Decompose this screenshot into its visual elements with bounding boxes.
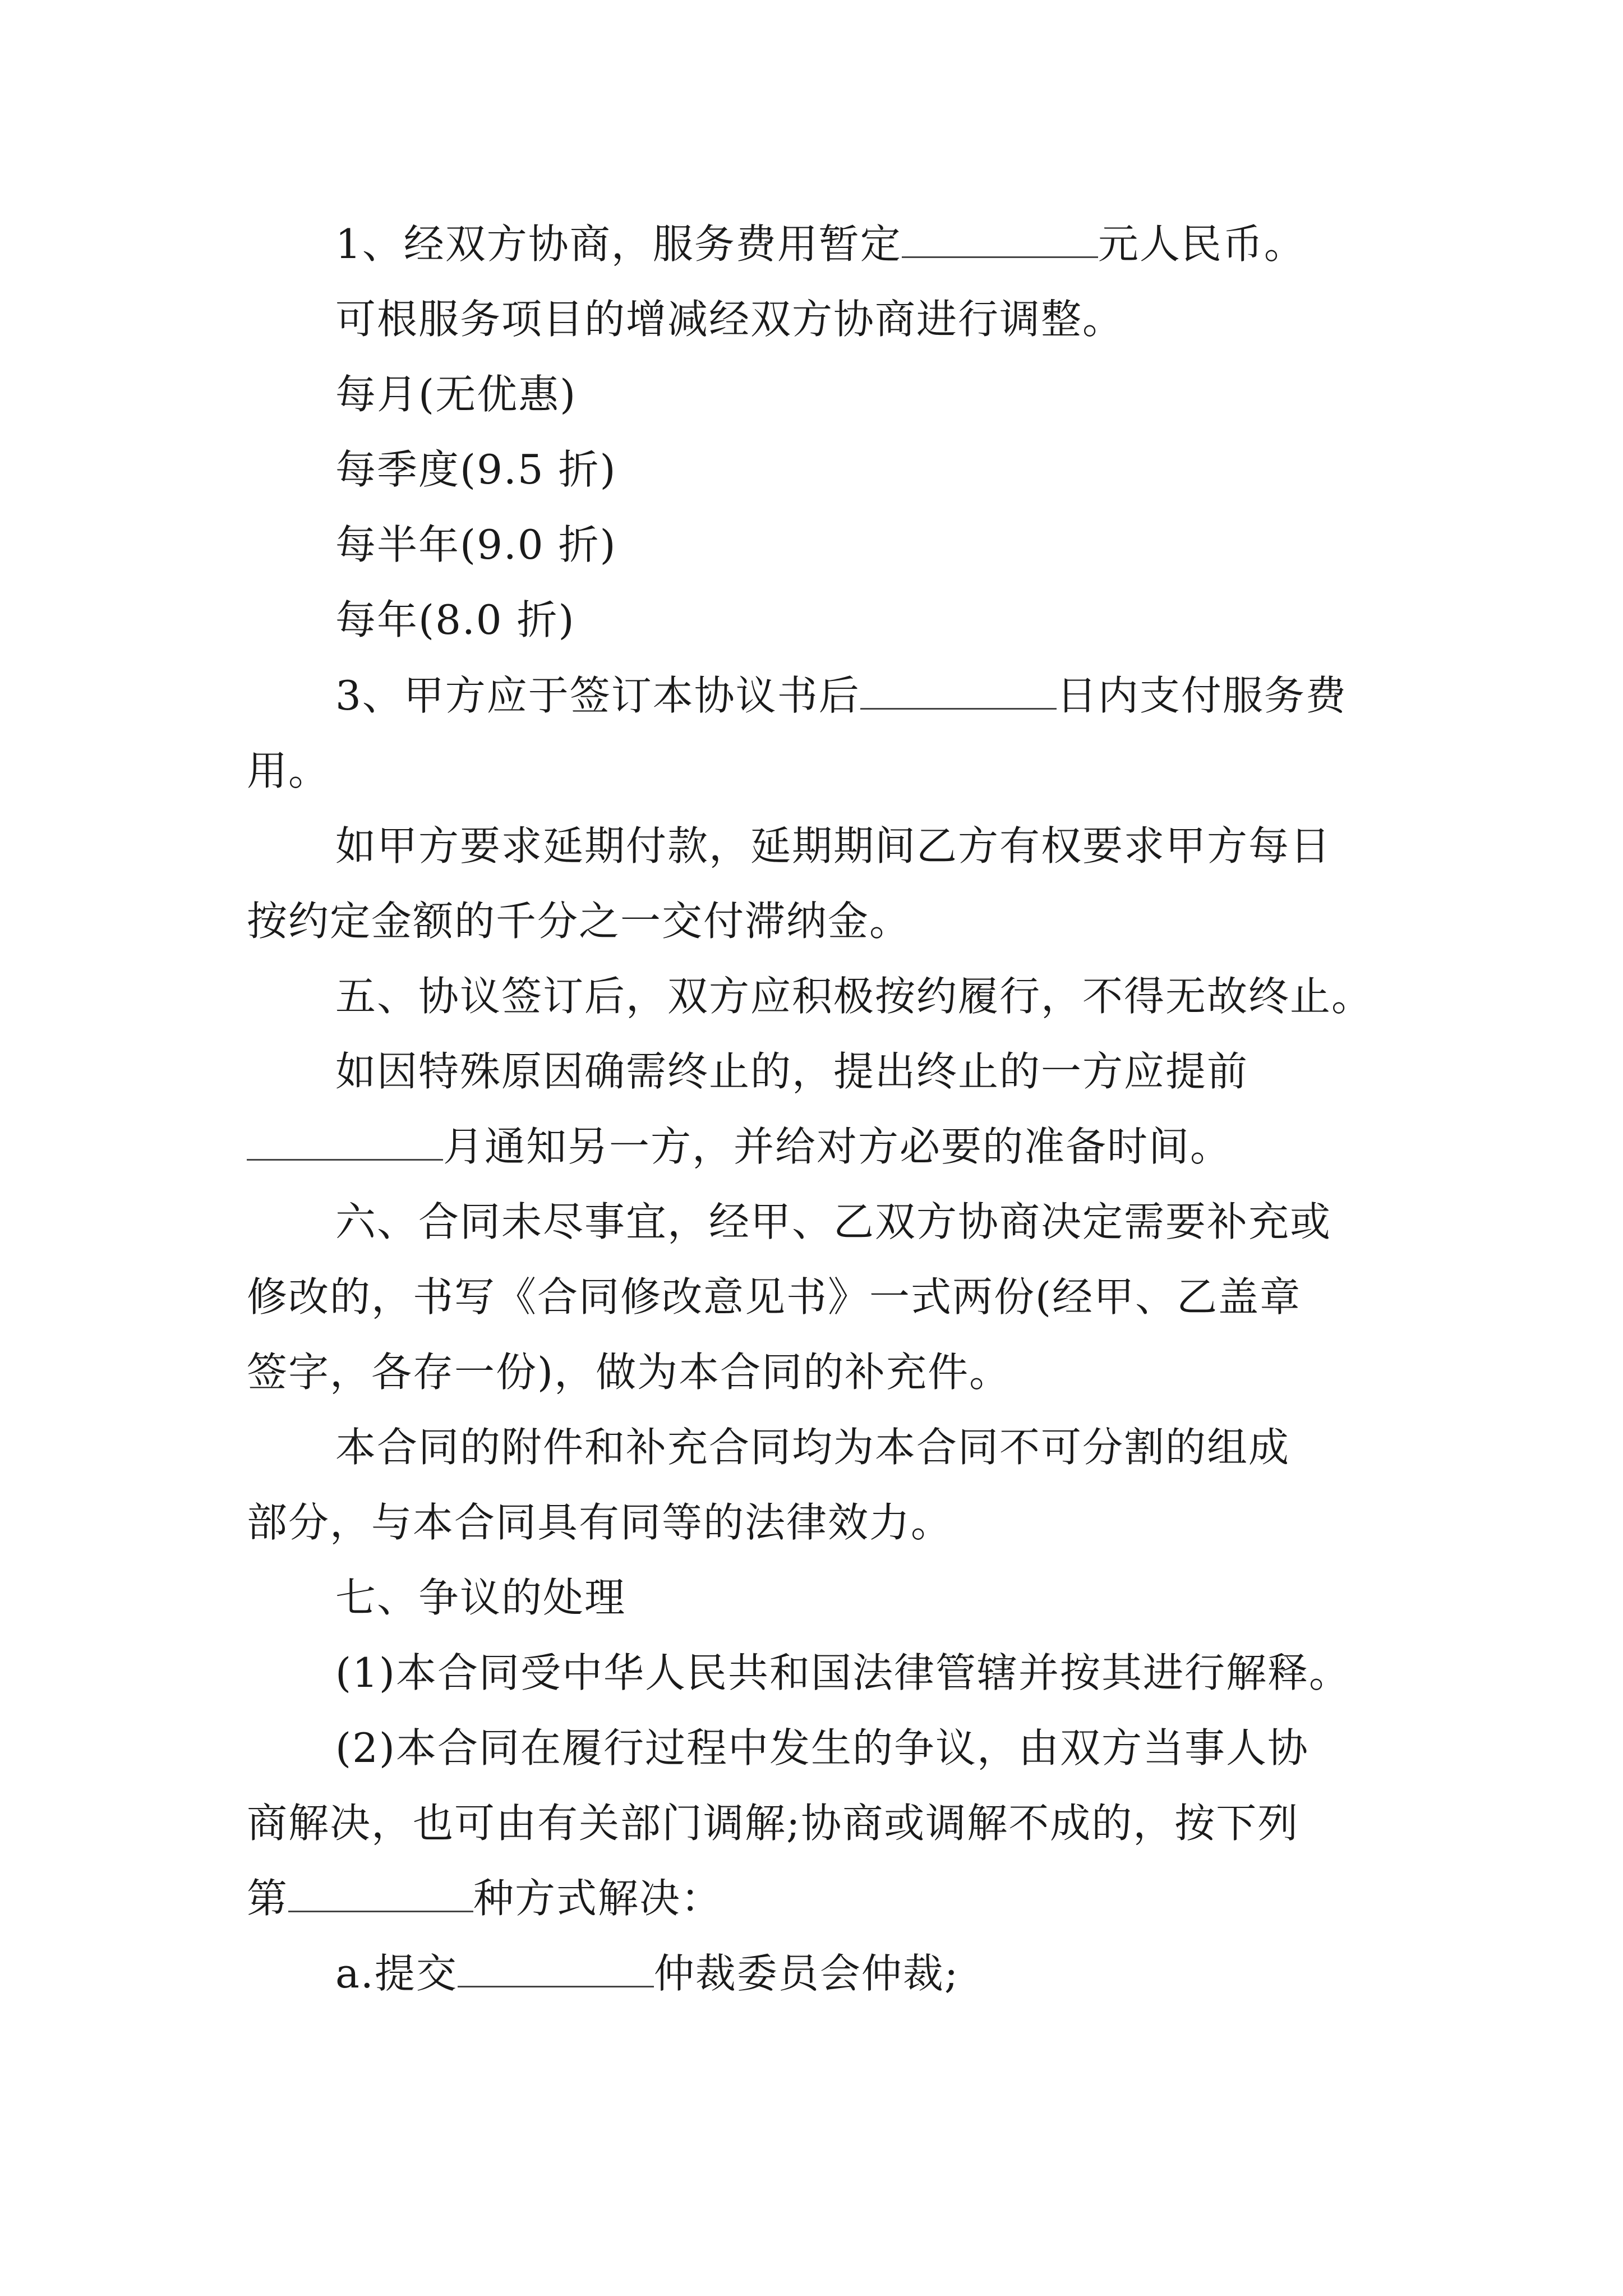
payment-days-line [335, 662, 1347, 729]
text-segment: 元人民币。 [1098, 220, 1306, 268]
blank-field [288, 1871, 473, 1912]
paragraph-line: (2)本合同在履行过程中发生的争议，由双方当事人协 [335, 1724, 1309, 1772]
paragraph-line: 按约定金额的千分之一交付滞纳金。 [247, 898, 911, 945]
paragraph-line: 每年(8.0 折) [335, 596, 575, 643]
text-segment: 日内支付服务费 [1056, 672, 1347, 719]
paragraph-line: 如因特殊原因确需终止的，提出终止的一方应提前 [335, 1048, 1249, 1095]
arbitration-line [335, 1940, 959, 2007]
blank-field [247, 1120, 443, 1161]
blank-field [902, 217, 1098, 258]
text-segment: 1、经双方协商，服务费用暂定 [335, 220, 902, 268]
paragraph-line: 每月(无优惠) [335, 371, 577, 418]
paragraph-line: 部分，与本合同具有同等的法律效力。 [247, 1499, 953, 1546]
text-segment: 种方式解决： [473, 1875, 723, 1922]
blank-field [458, 1947, 654, 1987]
paragraph-line: 每季度(9.5 折) [335, 446, 617, 493]
fee-amount-line [335, 210, 1306, 278]
paragraph-line: 五、协议签订后，双方应积极按约履行，不得无故终止。 [335, 973, 1373, 1020]
paragraph-line: 每半年(9.0 折) [335, 521, 617, 568]
paragraph-line: 用。 [247, 747, 330, 794]
resolution-method-line [247, 1865, 722, 1932]
notice-months-line [247, 1113, 1232, 1180]
paragraph-line: 六、合同未尽事宜，经甲、乙双方协商决定需要补充或 [335, 1198, 1332, 1245]
text-segment: 月通知另一方，并给对方必要的准备时间。 [443, 1123, 1232, 1170]
section-heading: 七、争议的处理 [335, 1574, 626, 1621]
paragraph-line: 签字，各存一份)，做为本合同的补充件。 [247, 1349, 1011, 1396]
paragraph-line: 如甲方要求延期付款，延期期间乙方有权要求甲方每日 [335, 822, 1332, 869]
paragraph-line: 修改的，书写《合同修改意见书》一式两份(经甲、乙盖章 [247, 1273, 1302, 1320]
text-segment: 3、甲方应于签订本协议书后 [335, 672, 860, 719]
text-segment: 第 [247, 1875, 289, 1922]
paragraph-line: 商解决，也可由有关部门调解;协商或调解不成的，按下列 [247, 1800, 1299, 1847]
paragraph-line: (1)本合同受中华人民共和国法律管辖并按其进行解释。 [335, 1649, 1350, 1696]
paragraph-line: 本合同的附件和补充合同均为本合同不可分割的组成 [335, 1424, 1290, 1471]
text-segment: a.提交 [335, 1950, 458, 1997]
paragraph-line: 可根服务项目的增减经双方协商进行调整。 [335, 296, 1124, 343]
blank-field [860, 669, 1057, 710]
text-segment: 仲裁委员会仲裁; [653, 1950, 960, 1997]
